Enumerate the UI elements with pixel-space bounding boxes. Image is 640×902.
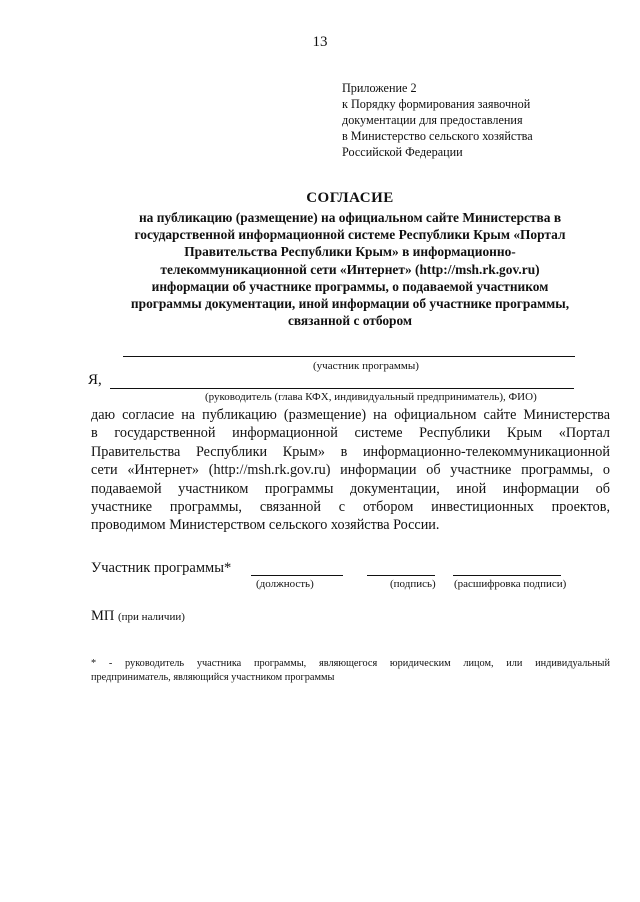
subtitle-line: связанной с отбором [287,313,413,329]
document-subtitle [90,209,610,329]
body-line: даю согласие на публикацию (размещение) на официальном сайте Министерства [91,407,610,423]
participant-field-line[interactable] [123,356,575,357]
footnote [91,657,610,685]
consent-text [91,406,610,535]
participant-caption: (участник программы) [313,360,419,372]
appendix-line: Российской Федерации [342,145,463,159]
document-title: СОГЛАСИЕ [306,190,394,206]
appendix-line: документации для предоставления [342,113,523,127]
subtitle-line: на публикацию (размещение) на официальном сайте Министерства в [138,210,562,225]
signature-label: Участник программы* [91,560,232,576]
body-line: подаваемой участником программы документации, иной информации об [91,480,610,497]
body-line: участнике программы, связанной с отбором инвестиционных проектов, [91,499,610,516]
appendix-line: Приложение 2 [342,81,417,95]
signature-decode-field-line[interactable] [453,575,561,576]
appendix-line: к Порядку формирования заявочной [342,97,531,111]
signature-field-line[interactable] [367,575,435,576]
footnote-line: * - руководитель участника программы, являющегося юридическим лицом, или индивидуальный [91,658,610,669]
head-name-field-line[interactable] [110,388,574,389]
document-title-block [90,190,610,329]
subtitle-line: программы документации, иной информации об участнике программы, [130,296,570,312]
body-line: проводимом Министерством сельского хозяйства России. [91,517,440,534]
head-name-caption: (руководитель (глава КФХ, индивидуальный предприниматель), ФИО) [205,391,537,403]
position-caption: (должность) [256,578,314,590]
page-number: 13 [312,34,328,50]
body-line: в государственной информационной системе Республики Крым «Портал [91,425,610,442]
subtitle-line: государственной информационной системе Республики Крым «Портал [134,227,566,243]
subtitle-line: телекоммуникационной сети «Интернет» (http://msh.rk.gov.ru) [160,261,540,277]
signature-caption: (подпись) [390,578,436,590]
ya-label: Я, [88,372,102,388]
subtitle-line: Правительства Республики Крым» в информационно- [184,244,516,260]
appendix-header [342,80,533,160]
body-line: Правительства Республики Крым» в информационно-телекоммуникационной [91,443,610,460]
signature-decode-caption: (расшифровка подписи) [454,578,567,590]
subtitle-line: информации об участнике программы, о подаваемой участником [151,278,549,294]
body-line: сети «Интернет» (http://msh.rk.gov.ru) информации об участнике программы, о [91,462,610,479]
footnote-line: предприниматель, являющийся участником программы [91,672,335,683]
stamp-abbrev: МП [91,608,115,624]
stamp-note: (при наличии) [118,611,185,623]
stamp-label [91,608,185,625]
position-field-line[interactable] [251,575,343,576]
appendix-line: в Министерство сельского хозяйства [342,129,533,143]
